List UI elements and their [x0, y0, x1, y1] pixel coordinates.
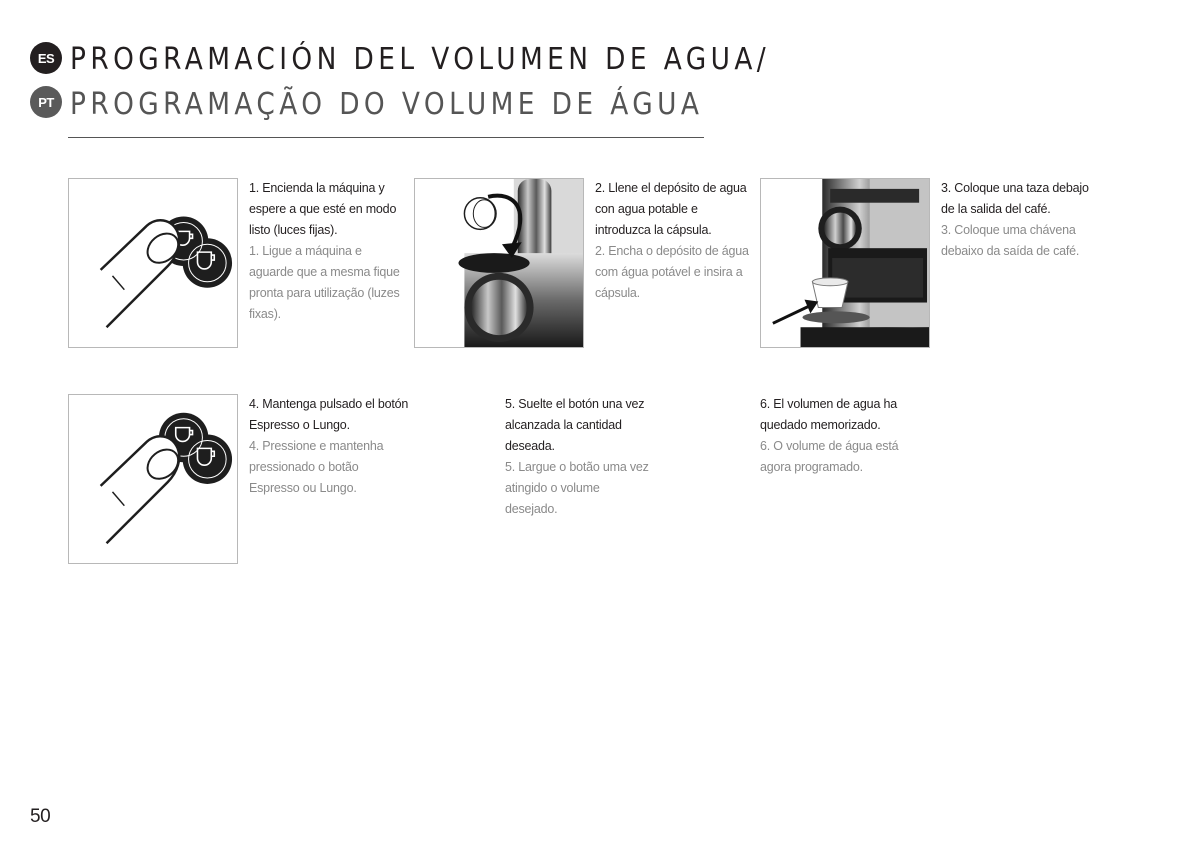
- language-badge-es: ES: [30, 42, 62, 74]
- step-2-illustration: [414, 178, 584, 348]
- step-3-es: 3. Coloque una taza debajo de la salida del café.: [941, 181, 1089, 216]
- step-1-es: 1. Encienda la máquina y espere a que esté en modo listo (luces fijas).: [249, 181, 397, 237]
- step-5-es: 5. Suelte el botón una vez alcanzada la cantidad deseada.: [505, 397, 645, 453]
- step-2-text: [595, 178, 755, 304]
- language-badge-pt: PT: [30, 86, 62, 118]
- step-6-pt: 6. O volume de água está agora programado.: [760, 439, 899, 474]
- step-4-text: [249, 394, 409, 499]
- step-2-es: 2. Llene el depósito de agua con agua potable e introduzca la cápsula.: [595, 181, 747, 237]
- step-4-es: 4. Mantenga pulsado el botón Espresso o Lungo.: [249, 397, 409, 432]
- step-2-pt: 2. Encha o depósito de água com água potável e insira a cápsula.: [595, 244, 749, 300]
- insert-capsule-icon: [415, 179, 583, 347]
- step-1-illustration: [68, 178, 238, 348]
- place-cup-icon: [761, 179, 929, 347]
- step-6-text: [760, 394, 925, 478]
- title-divider: [68, 137, 704, 138]
- step-3-illustration: [760, 178, 930, 348]
- step-3-text: [941, 178, 1101, 262]
- finger-press-buttons-icon: [69, 395, 237, 563]
- step-6-es: 6. El volumen de agua ha quedado memorizado.: [760, 397, 897, 432]
- step-1-pt: 1. Ligue a máquina e aguarde que a mesma fique pronta para utilização (luzes fixas).: [249, 244, 400, 321]
- step-5-pt: 5. Largue o botão uma vez atingido o volume desejado.: [505, 460, 649, 516]
- step-3-pt: 3. Coloque uma chávena debaixo da saída de café.: [941, 223, 1080, 258]
- step-1-text: [249, 178, 409, 325]
- finger-press-buttons-icon: [69, 179, 237, 347]
- page-title-es: PROGRAMACIÓN DEL VOLUMEN DE AGUA/: [70, 42, 771, 77]
- step-4-illustration: [68, 394, 238, 564]
- page-number: 50: [30, 806, 51, 827]
- page-title-pt: PROGRAMAÇÃO DO VOLUME DE ÁGUA: [70, 87, 704, 122]
- step-5-text: [505, 394, 655, 520]
- step-4-pt: 4. Pressione e mantenha pressionado o botão Espresso ou Lungo.: [249, 439, 384, 495]
